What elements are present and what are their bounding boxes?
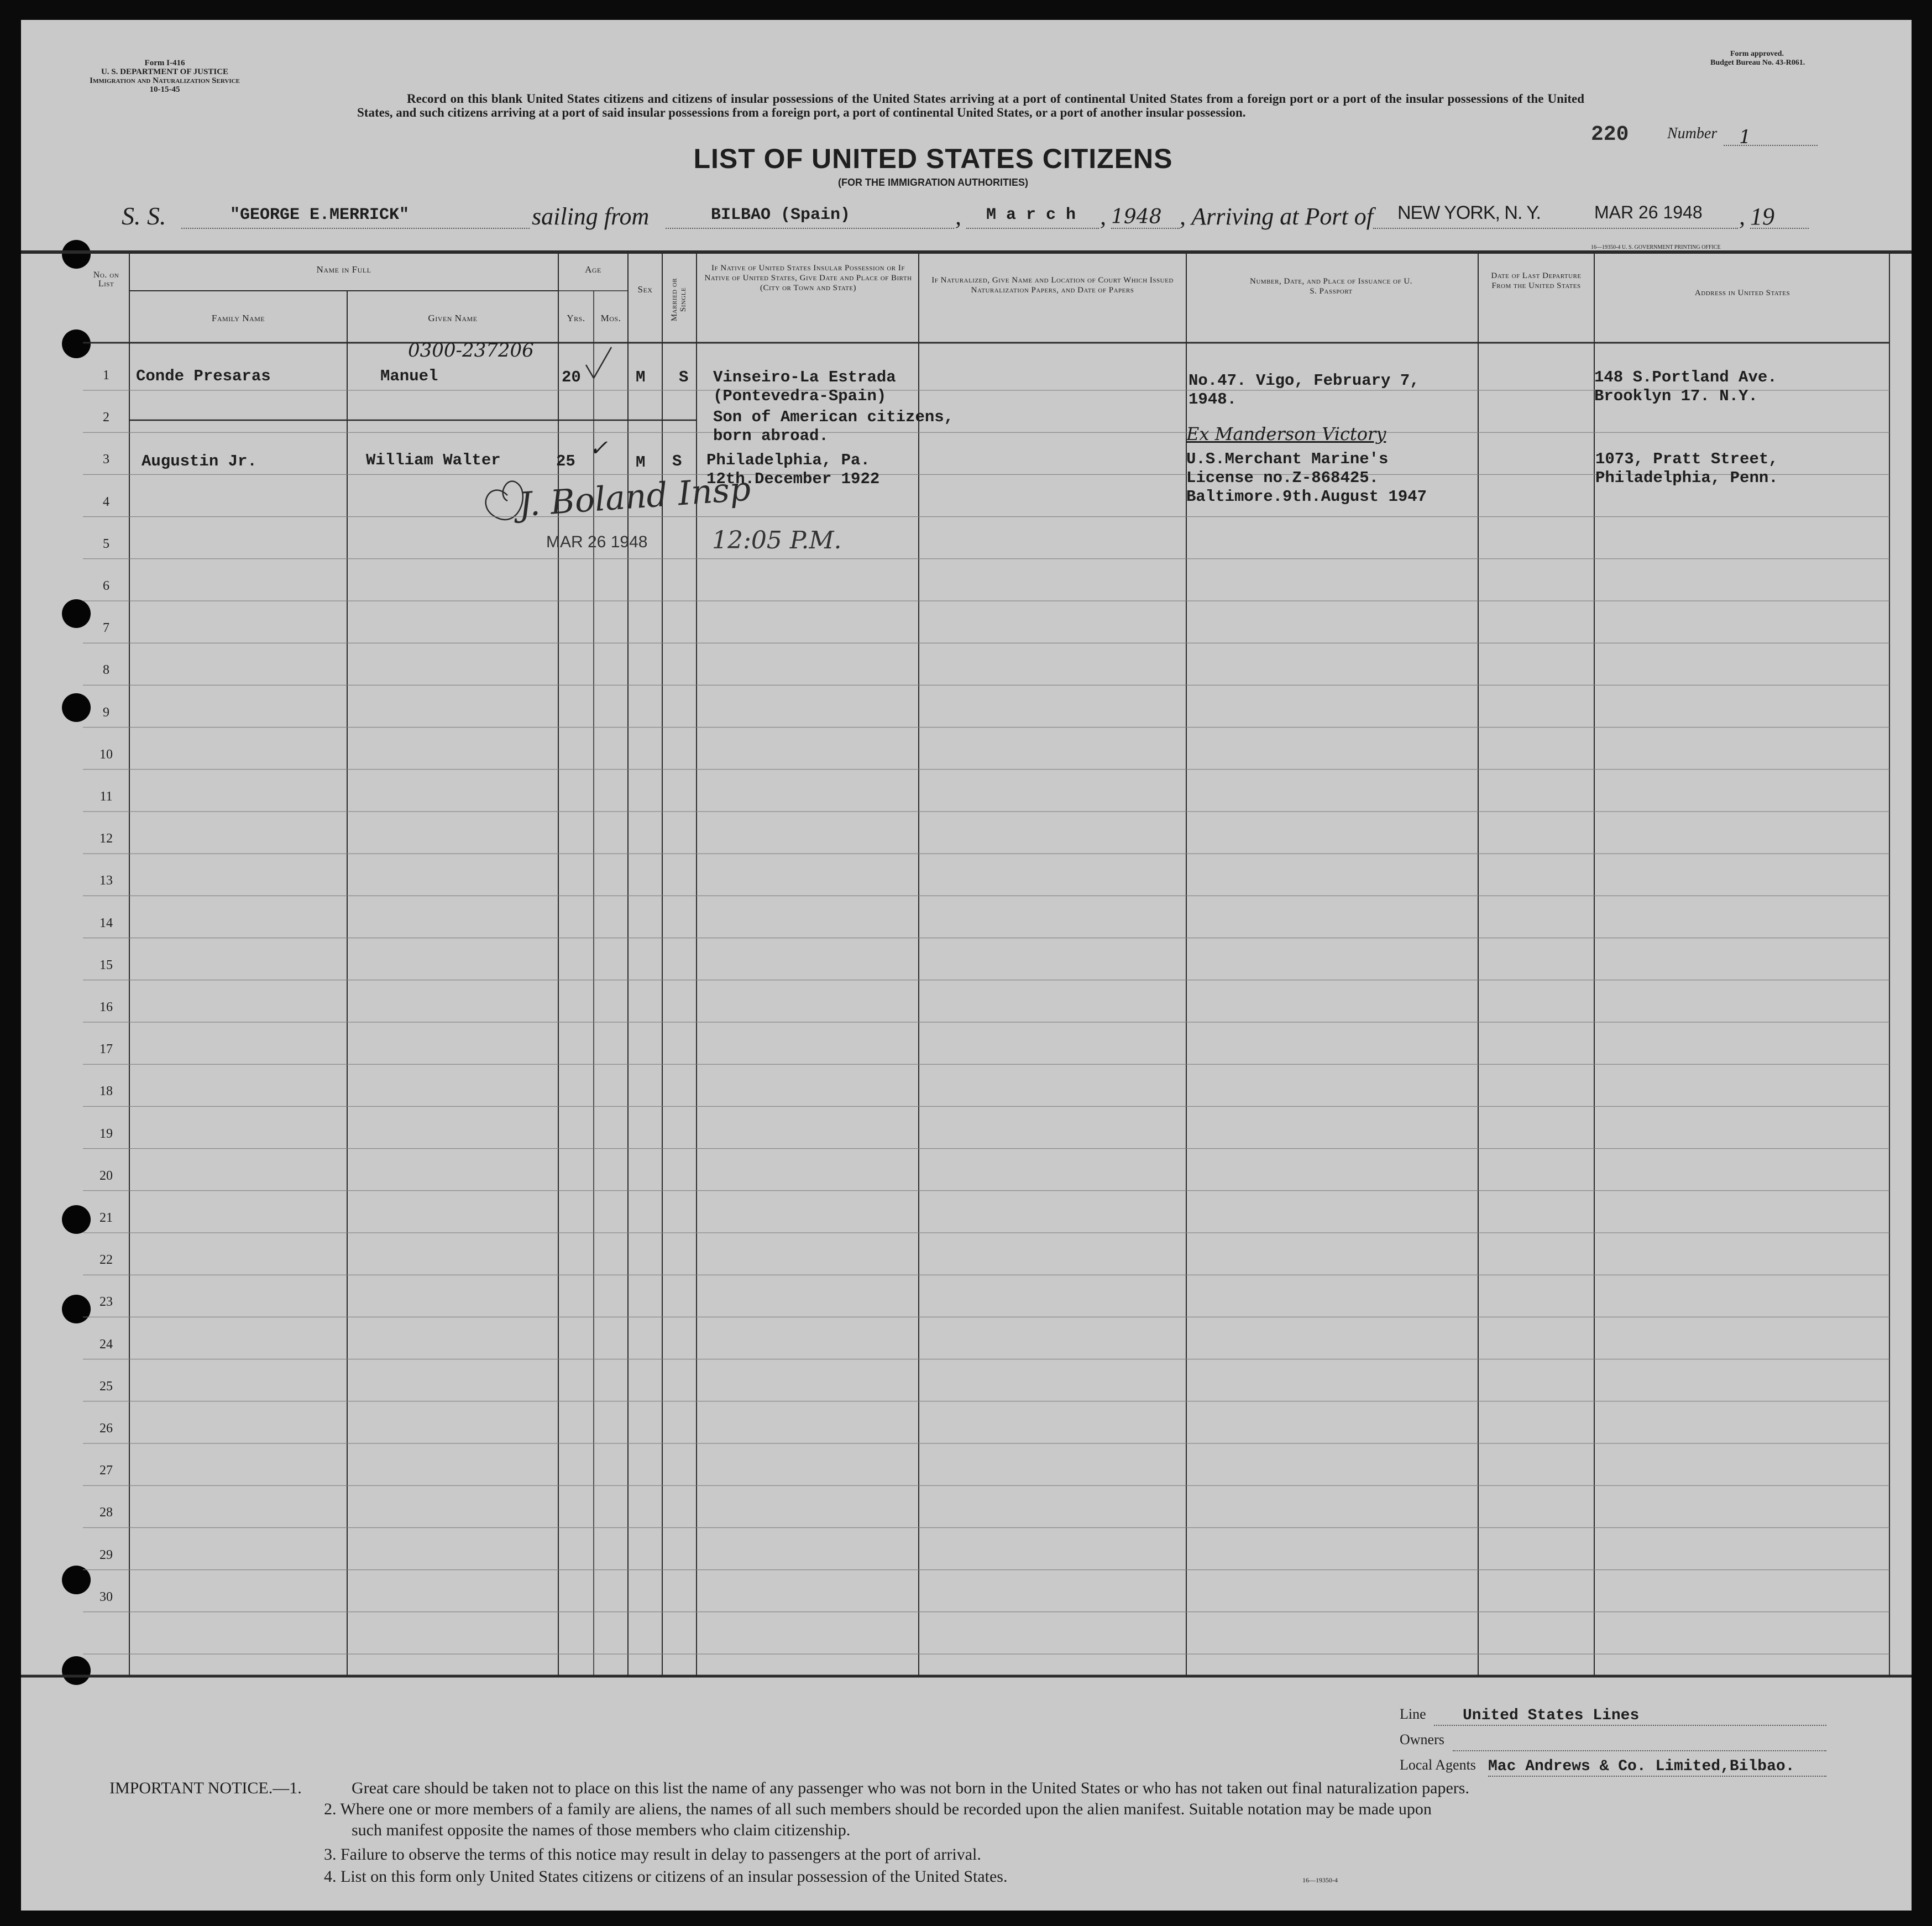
agents-label: Local Agents (1400, 1757, 1476, 1773)
comma: , (1100, 203, 1106, 230)
row-number: 25 (100, 1379, 113, 1394)
passport-line: 1948. (1188, 390, 1237, 409)
manifest-sheet (21, 20, 1912, 1911)
inspection-time: 12:05 P.M. (712, 526, 842, 554)
col-yrs: Yrs. (567, 313, 585, 323)
col-last-departure: Date of Last Departure From the United States (1491, 271, 1582, 290)
row-number: 9 (103, 705, 109, 720)
service: Immigration and Naturalization Service (90, 76, 240, 85)
family-name: Conde Presaras (136, 367, 271, 385)
list-code: 220 (1591, 123, 1629, 146)
budget-bureau: Budget Bureau No. 43-R061. (1710, 59, 1805, 67)
row-number: 6 (103, 579, 109, 593)
col-passport: Number, Date, and Place of Issuance of U. S. Passport (1250, 277, 1412, 296)
form-date: 10-15-45 (149, 85, 180, 94)
departure-month: M a r c h (986, 206, 1076, 224)
comma: , (955, 203, 961, 230)
sex: M (636, 453, 646, 472)
birth-line: 12th.December 1922 (706, 470, 880, 488)
row-number: 27 (100, 1463, 113, 1478)
row-number: 17 (100, 1042, 113, 1057)
arrival-port: NEW YORK, N. Y. (1397, 202, 1541, 223)
printing-office: 16—19350-4 U. S. GOVERNMENT PRINTING OFFICE (1591, 244, 1721, 250)
age-years: 20 (562, 368, 581, 386)
address-line: Philadelphia, Penn. (1595, 469, 1778, 487)
row-number: 28 (100, 1505, 113, 1520)
family-name: Augustin Jr. (142, 452, 257, 470)
footer-code: 16—19350-4 (1302, 1876, 1338, 1884)
manifest-grid (21, 20, 1912, 1911)
address-line: 1073, Pratt Street, (1595, 450, 1778, 468)
line-label: Line (1400, 1706, 1426, 1722)
page-title: LIST OF UNITED STATES CITIZENS (693, 143, 1173, 174)
col-family-name: Family Name (211, 313, 265, 323)
sailing-from-label: sailing from (532, 203, 650, 230)
departure-port: BILBAO (Spain) (711, 206, 851, 224)
notice-label: IMPORTANT NOTICE.—1. (109, 1779, 302, 1797)
row-number: 21 (100, 1211, 113, 1225)
agents-value: Mac Andrews & Co. Limited,Bilbao. (1488, 1758, 1795, 1775)
given-name: William Walter (366, 451, 501, 469)
col-mos: Mos. (600, 313, 621, 323)
notice-2-continued: such manifest opposite the names of those members who claim citizenship. (352, 1821, 851, 1839)
col-naturalization: If Naturalized, Give Name and Location of Court Which Issued Naturalization Papers, and Date of Papers (931, 276, 1174, 295)
owners-label: Owners (1400, 1731, 1444, 1747)
agents-field (1488, 1758, 1826, 1777)
col-address: Address in United States (1694, 289, 1790, 297)
page-subtitle: (FOR THE IMMIGRATION AUTHORITIES) (838, 177, 1028, 188)
row-number: 18 (100, 1084, 113, 1099)
row-number: 8 (103, 663, 109, 678)
col-married-or-single: Married or Single (670, 278, 688, 322)
sex: M (636, 368, 646, 386)
passport-line: License no.Z-868425. (1186, 469, 1379, 487)
row-number: 16 (100, 1000, 113, 1014)
row-number: 10 (100, 747, 113, 762)
passport-line: No.47. Vigo, February 7, (1188, 371, 1420, 390)
line-value: United States Lines (1463, 1707, 1640, 1724)
row-number: 24 (100, 1337, 113, 1352)
passport-line: Baltimore.9th.August 1947 (1186, 488, 1427, 506)
row-number: 15 (100, 957, 113, 972)
marital-status: S (679, 368, 689, 386)
inspector-signature: J. Boland Insp (517, 469, 752, 525)
passport-note: Ex Manderson Victory (1186, 423, 1386, 444)
number-value: 1 (1739, 126, 1751, 148)
notice-2: 2. Where one or more members of a family are aliens, the names of all such members should be recorded upon the alien manifest. Suitable notation may be made upon (324, 1800, 1432, 1818)
birth-line: born abroad. (713, 427, 829, 445)
row-number: 7 (103, 621, 109, 636)
row-number: 14 (100, 915, 113, 930)
birth-line: (Pontevedra-Spain) (713, 387, 887, 405)
marital-status: S (672, 452, 682, 470)
col-name-in-full: Name in Full (316, 264, 371, 275)
arrival-date-stamp: MAR 26 1948 (1594, 202, 1703, 222)
ship-name: "GEORGE E.MERRICK" (230, 206, 410, 224)
inspection-stamp-date: MAR 26 1948 (546, 533, 648, 551)
instructions: Record on this blank United States citizens and citizens of insular possessions of the United States arriving at a port of continental United States from a foreign port or a port of the insular possessions of the United States, and such citizens arriving at a port of said insular possessions from a foreign port, a port of continental United States, or a port of another insular possession. (357, 92, 1584, 119)
col-given-name: Given Name (428, 313, 478, 323)
notice-3: 3. Failure to observe the terms of this notice may result in delay to passengers at the port of arrival. (324, 1845, 981, 1864)
line-field (1434, 1707, 1826, 1726)
row-number: 5 (103, 536, 109, 551)
passport-line: U.S.Merchant Marine's (1186, 450, 1389, 468)
form-number: Form I-416 (144, 59, 185, 67)
departure-year: 1948 (1111, 206, 1162, 228)
col-birth-info: If Native of United States Insular Possession or If Native of United States, Give Date and Place of Birth (City or Town and State) (704, 264, 912, 292)
row-number: 29 (100, 1547, 113, 1562)
birth-line: Philadelphia, Pa. (706, 451, 870, 469)
owners-field (1453, 1733, 1826, 1751)
given-name: Manuel (380, 367, 438, 385)
notice-1: Great care should be taken not to place on this list the name of any passenger who was not born in the United States or who has not taken out final naturalization papers. (352, 1779, 1469, 1797)
row-number: 23 (100, 1295, 113, 1310)
row-number: 13 (100, 873, 113, 888)
age-years: 25 (556, 452, 575, 470)
col-no-on-list: No. on List (93, 270, 119, 289)
number-label: Number (1667, 125, 1718, 142)
row-number: 19 (100, 1126, 113, 1141)
arriving-label: , Arriving at Port of (1180, 203, 1373, 230)
row-number: 3 (103, 452, 109, 467)
ss-label: S. S. (122, 202, 166, 230)
file-number: 0300-237206 (408, 339, 534, 362)
row-number: 30 (100, 1589, 113, 1604)
row-number: 20 (100, 1168, 113, 1183)
row-number: 1 (103, 368, 109, 383)
row-number: 12 (100, 831, 113, 846)
col-sex: Sex (637, 284, 653, 295)
col-age: Age (585, 264, 601, 275)
row-number: 2 (103, 410, 109, 425)
check-mark: ✓ (589, 436, 608, 461)
birth-line: Vinseiro-La Estrada (713, 368, 896, 386)
year-prefix: 19 (1750, 203, 1774, 230)
department: U. S. DEPARTMENT OF JUSTICE (101, 67, 229, 76)
notice-4: 4. List on this form only United States citizens or citizens of an insular possession of the United States. (324, 1867, 1008, 1886)
birth-line: Son of American citizens, (713, 408, 954, 426)
row-number: 26 (100, 1421, 113, 1436)
row-number: 11 (100, 789, 113, 804)
row-number: 4 (103, 494, 109, 509)
address-line: 148 S.Portland Ave. (1594, 368, 1777, 386)
form-approved: Form approved. (1730, 50, 1784, 58)
row-number: 22 (100, 1253, 113, 1268)
address-line: Brooklyn 17. N.Y. (1594, 387, 1758, 405)
comma: , (1739, 203, 1745, 230)
